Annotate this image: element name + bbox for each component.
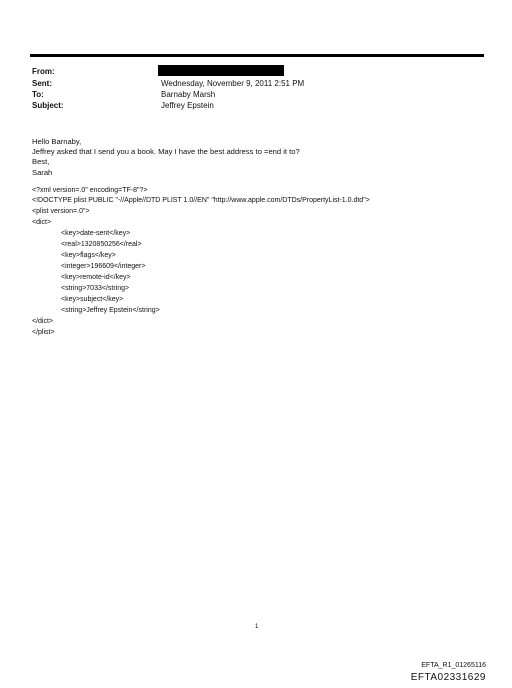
plist-line: <dict> — [32, 219, 52, 226]
message-body: Jeffrey asked that I send you a book. May I have the best address to =end it to? — [32, 147, 300, 156]
plist-line: <string>Jeffrey Epstein</string> — [61, 307, 160, 314]
plist-line: <key>subject</key> — [61, 296, 124, 303]
plist-line: <?xml version=.0" encoding=TF-8"?> — [32, 187, 148, 194]
plist-line: <string>7033</string> — [61, 285, 130, 292]
plist-line: <key>date-sent</key> — [61, 230, 131, 237]
sent-label: Sent: — [32, 79, 52, 88]
bates-number-secondary: EFTA02331629 — [410, 672, 486, 683]
plist-line: <!DOCTYPE plist PUBLIC "-//Apple//DTD PLIST 1.0//EN" "http://www.apple.com/DTDs/PropertyList-1.0.dtd"> — [32, 197, 370, 204]
message-signature: Sarah — [32, 168, 53, 177]
to-label: To: — [32, 90, 44, 99]
subject-label: Subject: — [32, 101, 64, 110]
page-number: 1 — [255, 624, 259, 630]
subject-value: Jeffrey Epstein — [161, 101, 214, 110]
bates-number-primary: EFTA_R1_01265116 — [421, 662, 486, 669]
redaction-box — [158, 65, 284, 76]
plist-line: <real>1320850256</real> — [61, 241, 142, 248]
plist-line: </dict> — [32, 318, 54, 325]
plist-line: <plist version=.0"> — [32, 208, 90, 215]
message-greeting: Hello Barnaby, — [32, 137, 82, 146]
plist-line: <key>flags</key> — [61, 252, 116, 259]
to-value: Barnaby Marsh — [161, 90, 216, 99]
plist-line: <key>remote-id</key> — [61, 274, 131, 281]
header-rule — [30, 54, 484, 57]
from-label: From: — [32, 67, 55, 76]
sent-value: Wednesday, November 9, 2011 2:51 PM — [161, 79, 305, 88]
plist-line: </plist> — [32, 329, 55, 336]
plist-line: <integer>196609</integer> — [61, 263, 146, 270]
message-closing: Best, — [32, 157, 50, 166]
